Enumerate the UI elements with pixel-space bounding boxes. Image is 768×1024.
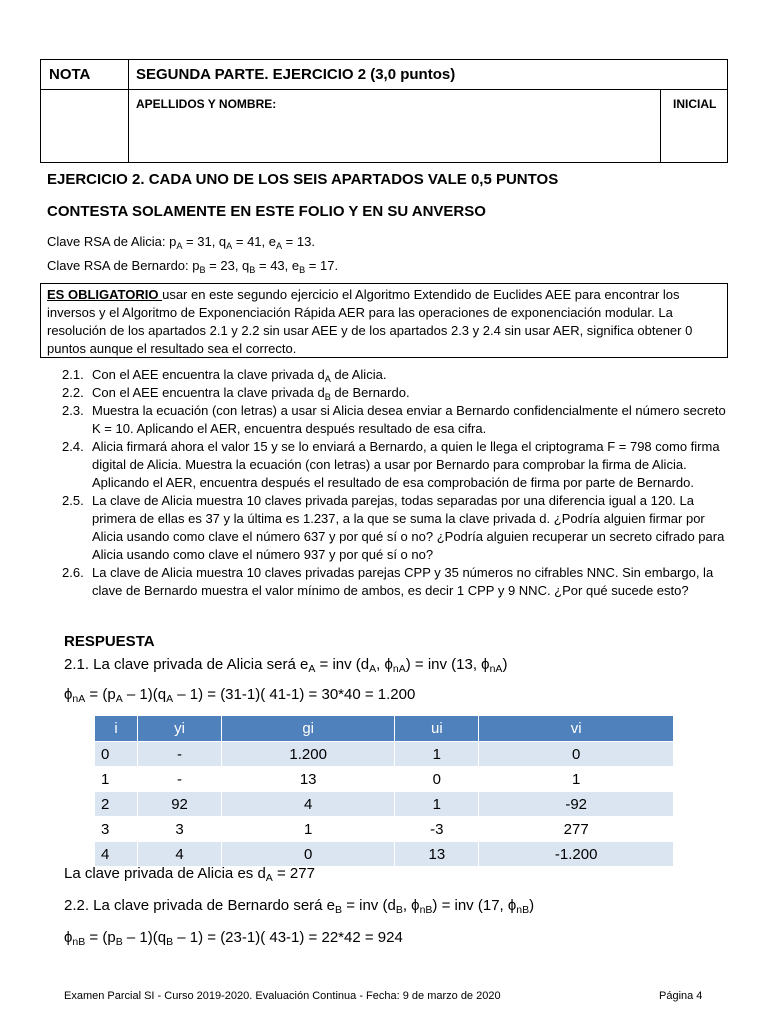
table-cell: 4: [95, 842, 138, 867]
question-list: [40, 366, 730, 600]
question-number: 2.1.: [62, 367, 84, 382]
question-text: Muestra la ecuación (con letras) a usar si Alicia desea enviar a Bernardo confidencialmente el número secreto K = 10. Aplicando el AER, encuentra después resultado de esa cifra.: [92, 403, 726, 436]
respuesta-heading: RESPUESTA: [64, 633, 155, 650]
phi-alicia: $\phi_{nA} = (p_A - 1)(q_A - 1) = (31-1)$( 41-1) = 30*40 = 1.200: [64, 686, 416, 705]
table-cell: 1: [95, 767, 138, 792]
table-cell: 277: [479, 817, 674, 842]
question-number: 2.2.: [62, 385, 84, 400]
header-divider: [41, 89, 727, 90]
table-cell: 92: [138, 792, 222, 817]
list-item: [40, 492, 730, 564]
question-number: 2.4.: [62, 439, 84, 454]
table-cell: 1: [395, 742, 479, 767]
table-cell: -92: [479, 792, 674, 817]
list-item: [40, 384, 730, 402]
table-cell: -: [138, 767, 222, 792]
list-item: [40, 366, 730, 384]
question-text: La clave de Alicia muestra 10 claves privadas parejas CPP y 35 números no cifrables NNC. Sin embargo, la clave de Bernardo muestra el valor mínimo de ambos, es decir 1 CPP y 9 NNC. ¿Por qué sucede esto?: [92, 565, 714, 598]
answer-2-2: 2.2. La clave privada de Bernardo será $e_B$ = inv ($d_B$, $\phi_{nB}$) = inv (17, $\phi_{nB}$): [64, 897, 535, 916]
footer-left: Examen Parcial SI - Curso 2019-2020. Evaluación Continua - Fecha: 9 de marzo de 2020: [64, 990, 501, 1002]
table-row: [95, 842, 674, 867]
table-cell: 0: [222, 842, 395, 867]
table-cell: 3: [138, 817, 222, 842]
table-header-cell: gi: [222, 716, 395, 742]
header-table: [40, 59, 728, 163]
header-divider: [660, 89, 661, 162]
table-cell: 4: [138, 842, 222, 867]
euclid-table: [94, 715, 674, 867]
table-cell: 13: [395, 842, 479, 867]
table-header-row: [95, 716, 674, 742]
table-cell: 13: [222, 767, 395, 792]
question-number: 2.5.: [62, 493, 84, 508]
exercise-title: SEGUNDA PARTE. EJERCICIO 2 (3,0 puntos): [136, 66, 456, 83]
table-cell: 1: [222, 817, 395, 842]
table-header-cell: vi: [479, 716, 674, 742]
list-item: [40, 402, 730, 438]
answer-2-1: 2.1. La clave privada de Alicia será $e_A$ = inv ($d_A$, $\phi_{nA}$) = inv (13, $\phi_{nA}$): [64, 656, 508, 675]
phi-bernardo: $\phi_{nB} = (p_B - 1)(q_B - 1) = (23-1)$( 43-1) = 22*42 = 924: [64, 929, 403, 948]
table-row: [95, 767, 674, 792]
rsa-bernardo-text: Clave RSA de Bernardo: $p_B = 23$, $q_B = 43$, $e_B = 17$.: [47, 258, 339, 275]
table-cell: 3: [95, 817, 138, 842]
notice-bold: ES OBLIGATORIO: [47, 287, 163, 302]
rsa-alicia-text: Clave RSA de Alicia: $p_A = 31$, $q_A = 41$, $e_A = 13$.: [47, 234, 315, 251]
rsa-alicia: [47, 233, 315, 251]
table-row: [95, 817, 674, 842]
table-header-cell: yi: [138, 716, 222, 742]
table-cell: 0: [95, 742, 138, 767]
table-cell: 1: [395, 792, 479, 817]
rsa-bernardo: [47, 257, 338, 275]
table-cell: 4: [222, 792, 395, 817]
list-item: [40, 564, 730, 600]
notice-text: usar en este segundo ejercicio el Algoritmo Extendido de Euclides AEE para encontrar los inversos y el Algoritmo de Exponenciación Rápida AER para las operaciones de exponenciación modular. La resolución de los apartados 2.1 y 2.2 sin usar AEE y de los apartados 2.3 y 2.4 sin usar AER, significa obtener 0 puntos aunque el resultado sea el correcto.: [47, 287, 693, 356]
apellidos-label: APELLIDOS Y NOMBRE:: [136, 97, 277, 111]
table-cell: -3: [395, 817, 479, 842]
table-cell: -1.200: [479, 842, 674, 867]
nota-label: NOTA: [49, 66, 91, 83]
table-row: [95, 792, 674, 817]
table-row: [95, 742, 674, 767]
question-text: La clave de Alicia muestra 10 claves privada parejas, todas separadas por una diferencia igual a 120. La primera de ellas es 37 y la última es 1.237, a la que se suma la clave privada d. ¿Podría alguien firmar por Alicia usando como clave el número 637 y por qué sí o no? ¿Podría alguien recuperar un secreto cifrado para Alicia usando como clave el número 937 y por qué sí o no?: [92, 493, 725, 562]
table-header-cell: i: [95, 716, 138, 742]
heading-contesta: CONTESTA SOLAMENTE EN ESTE FOLIO Y EN SU ANVERSO: [47, 203, 486, 220]
table-cell: -: [138, 742, 222, 767]
inicial-label: INICIAL: [673, 97, 717, 111]
table-header-cell: ui: [395, 716, 479, 742]
question-text: Con el AEE encuentra la clave privada $d_B$ de Bernardo.: [92, 385, 410, 402]
table-cell: 2: [95, 792, 138, 817]
list-item: [40, 438, 730, 492]
table-body: [95, 742, 674, 867]
question-text: Alicia firmará ahora el valor 15 y se lo enviará a Bernardo, a quien le llega el criptograma F = 798 como firma digital de Alicia. Muestra la ecuación (con letras) a usar por Bernardo para comprobar la firma de Alicia. Aplicando el AER, encuentra después el resultado de esa comprobación de firma por parte de Bernardo.: [92, 439, 720, 490]
table-cell: 0: [479, 742, 674, 767]
question-number: 2.6.: [62, 565, 84, 580]
notice-box: [40, 283, 728, 358]
result-2-1: La clave privada de Alicia es $d_A = 277$: [64, 865, 315, 884]
table-cell: 1: [479, 767, 674, 792]
table-cell: 0: [395, 767, 479, 792]
question-number: 2.3.: [62, 403, 84, 418]
question-text: Con el AEE encuentra la clave privada $d_A$ de Alicia.: [92, 367, 387, 384]
header-divider: [128, 60, 129, 162]
table-cell: 1.200: [222, 742, 395, 767]
footer-page: Página 4: [659, 990, 703, 1002]
heading-ejercicio: EJERCICIO 2. CADA UNO DE LOS SEIS APARTADOS VALE 0,5 PUNTOS: [47, 171, 559, 188]
